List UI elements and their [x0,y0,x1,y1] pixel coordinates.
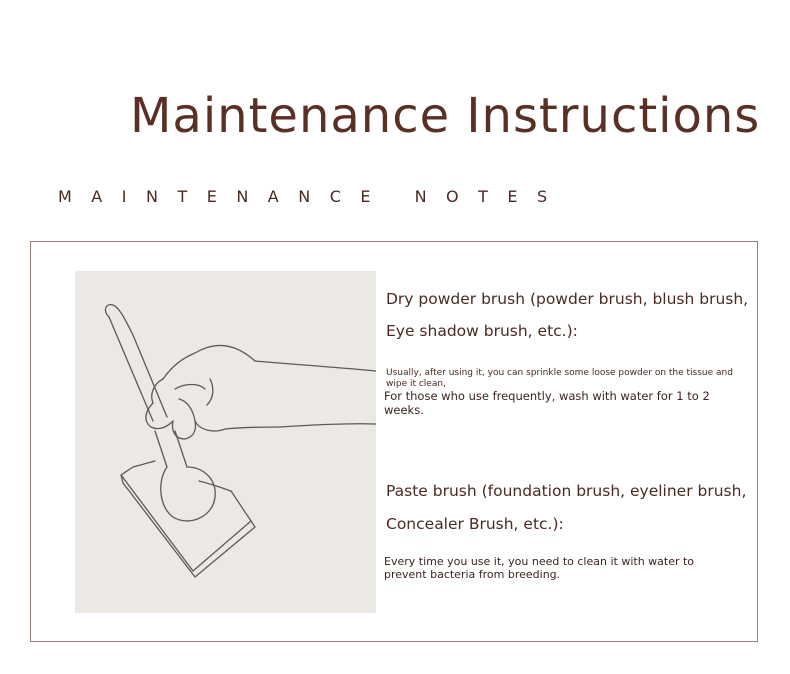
dry-brush-small-note: Usually, after using it, you can sprinkle some loose powder on the tissue and wipe it clean, [386,368,733,389]
hand-brush-drawing [75,271,376,613]
instructions-card [30,241,758,642]
dry-brush-note: For those who use frequently, wash with water for 1 to 2 weeks. [384,389,710,417]
hand-holding-brush-illustration [75,271,376,613]
dry-brush-heading-line2: Eye shadow brush, etc.): [386,322,578,340]
page-subtitle: MAINTENANCE NOTES [58,187,567,206]
paste-brush-note: Every time you use it, you need to clean it with water to prevent bacteria from breeding. [384,555,695,582]
paste-brush-heading-line1: Paste brush (foundation brush, eyeliner brush, [386,482,747,500]
paste-brush-heading-line2: Concealer Brush, etc.): [386,515,564,533]
dry-brush-heading-line1: Dry powder brush (powder brush, blush brush, [386,290,749,308]
page-title: Maintenance Instructions [130,88,761,144]
